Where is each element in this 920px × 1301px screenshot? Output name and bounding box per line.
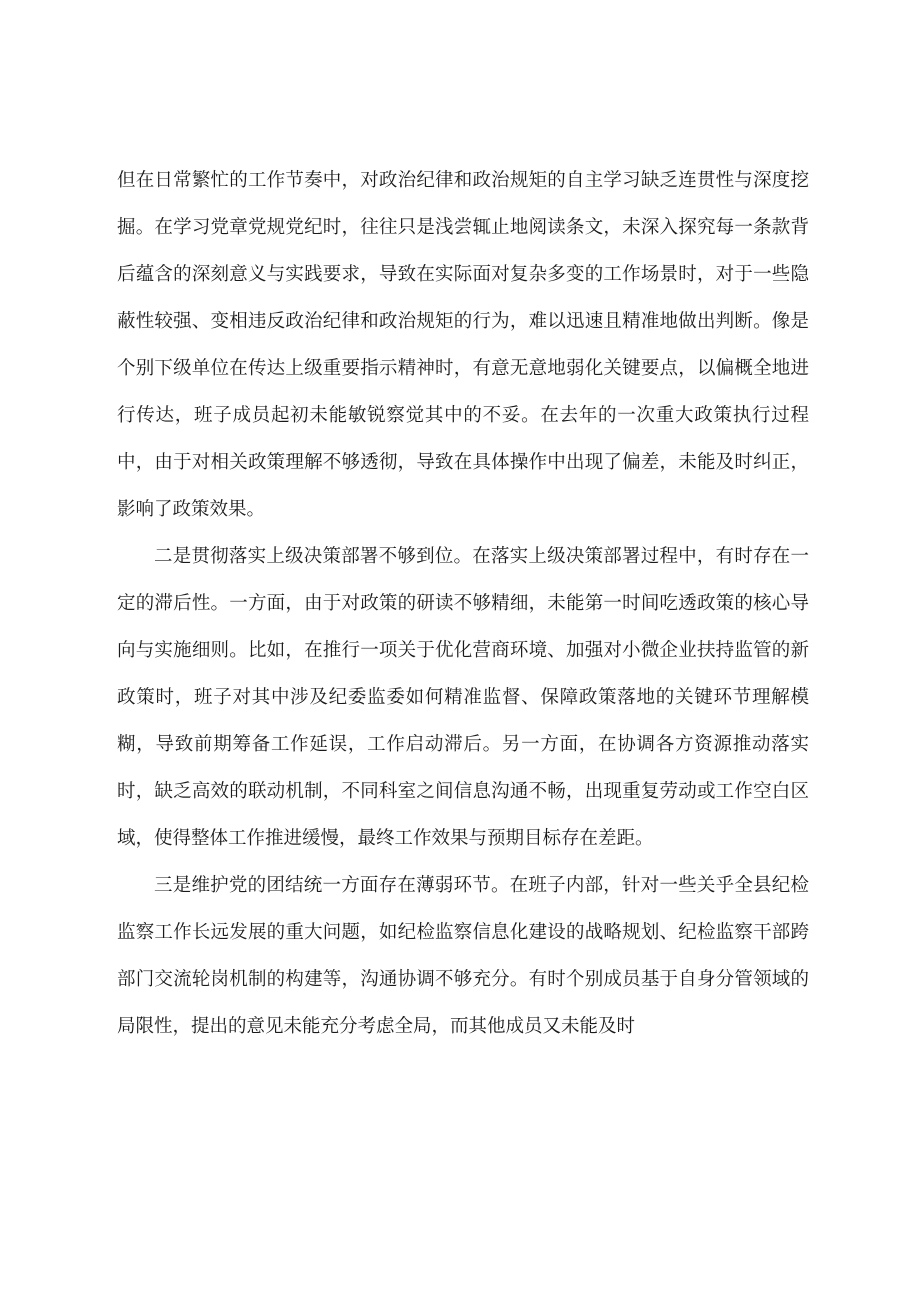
- paragraph-point-two: 二是贯彻落实上级决策部署不够到位。在落实上级决策部署过程中，有时存在一定的滞后性。一方面，由于对政策的研读不够精细，未能第一时间吃透政策的核心导向与实施细则。比如，在推行一项关于优化营商环境、加强对小微企业扶持监管的新政策时，班子对其中涉及纪委监委如何精准监督、保障政策落地的关键环节理解模糊，导致前期筹备工作延误，工作启动滞后。另一方面，在协调各方资源推动落实时，缺乏高效的联动机制，不同科室之间信息沟通不畅，出现重复劳动或工作空白区域，使得整体工作推进缓慢，最终工作效果与预期目标存在差距。: [117, 546, 809, 849]
- paragraph-continuation: 但在日常繁忙的工作节奏中，对政治纪律和政治规矩的自主学习缺乏连贯性与深度挖掘。在学习党章党规党纪时，往往只是浅尝辄止地阅读条文，未深入探究每一条款背后蕴含的深刻意义与实践要求，导致在实际面对复杂多变的工作场景时，对于一些隐蔽性较强、变相违反政治纪律和政治规矩的行为，难以迅速且精准地做出判断。像是个别下级单位在传达上级重要指示精神时，有意无意地弱化关键要点，以偏概全地进行传达，班子成员起初未能敏锐察觉其中的不妥。在去年的一次重大政策执行过程中，由于对相关政策理解不够透彻，导致在具体操作中出现了偏差，未能及时纠正，影响了政策效果。: [117, 170, 809, 520]
- document-body: [117, 157, 809, 1050]
- paragraph-point-three: 三是维护党的团结统一方面存在薄弱环节。在班子内部，针对一些关乎全县纪检监察工作长远发展的重大问题，如纪检监察信息化建设的战略规划、纪检监察干部跨部门交流轮岗机制的构建等，沟通协调不够充分。有时个别成员基于自身分管领域的局限性，提出的意见未能充分考虑全局，而其他成员又未能及时: [117, 875, 809, 1037]
